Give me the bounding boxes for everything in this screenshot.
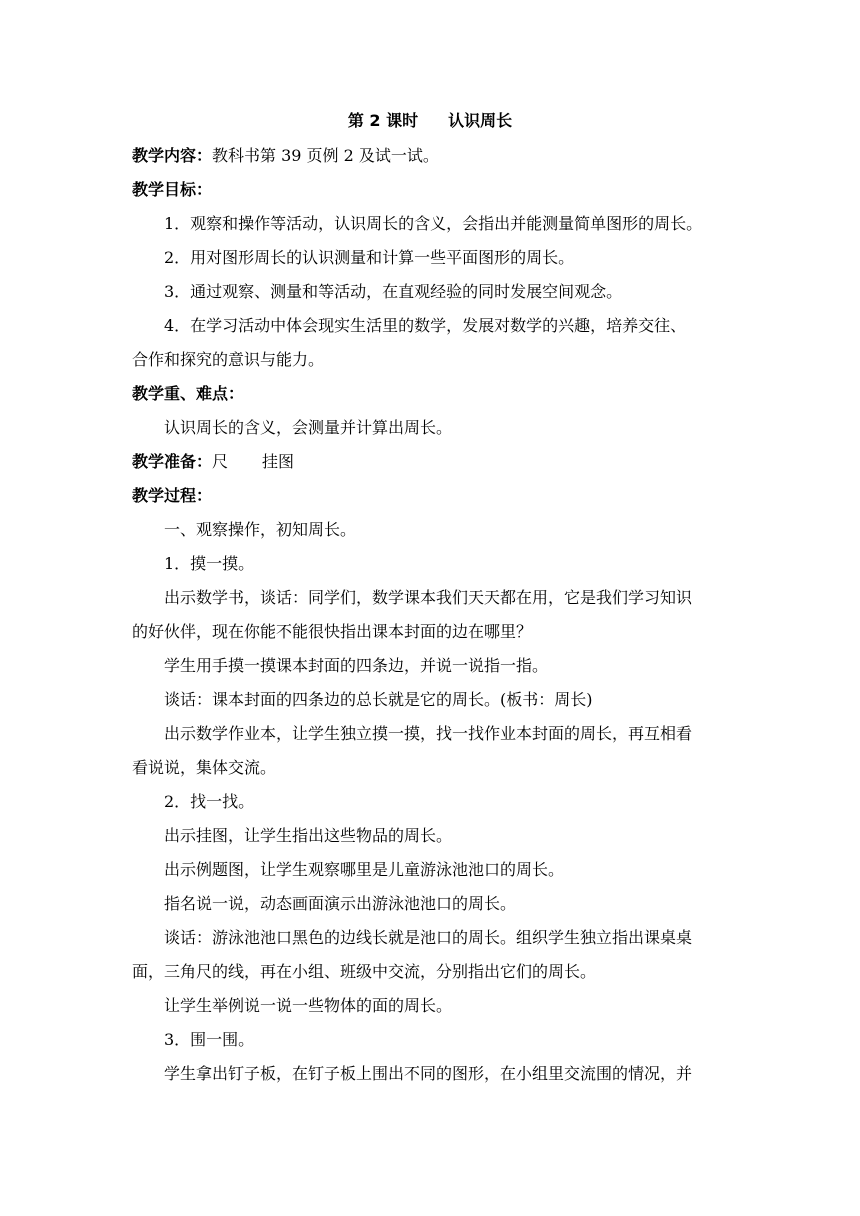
prep-line [132,452,732,472]
process-line: 面，三角尺的线，再在小组、班级中交流，分别指出它们的周长。 [132,962,597,981]
goal-item: 1．观察和操作等活动，认识周长的含义，会指出并能测量简单图形的周长。 [164,214,703,233]
process-line: 学生拿出钉子板，在钉子板上围出不同的图形，在小组里交流围的情况，并 [164,1064,693,1083]
process-line: 1．摸一摸。 [164,554,255,573]
key-points-heading: 教学重、难点： [132,384,245,403]
content-line [132,146,732,166]
content-text: 教科书第 39 页例 2 及试一试。 [212,146,439,165]
lesson-number: 第 2 课时 [347,111,419,130]
process-line: 谈话：游泳池池口黑色的边线长就是池口的周长。组织学生独立指出课桌桌 [164,928,693,947]
process-line: 3．围一围。 [164,1030,255,1049]
process-line: 出示数学书，谈话：同学们，数学课本我们天天都在用，它是我们学习知识 [164,588,693,607]
process-line: 的好伙伴，现在你能不能很快指出课本封面的边在哪里？ [132,622,533,641]
process-line: 学生用手摸一摸课本封面的四条边，并说一说指一指。 [164,656,549,675]
goal-item: 4．在学习活动中体会现实生活里的数学，发展对数学的兴趣，培养交往、 [164,316,687,335]
goal-item-continued: 合作和探究的意识与能力。 [132,350,325,369]
key-points-text: 认识周长的含义，会测量并计算出周长。 [164,418,453,437]
prep-label: 教学准备： [132,452,213,471]
process-line: 谈话：课本封面的四条边的总长就是它的周长。(板书：周长) [164,690,593,709]
process-line: 看说说，集体交流。 [132,758,277,777]
goals-heading: 教学目标： [132,180,213,199]
lesson-title [0,111,860,131]
process-line: 出示挂图，让学生指出这些物品的周长。 [164,826,453,845]
process-line: 让学生举例说一说一些物体的面的周长。 [164,996,453,1015]
lesson-topic: 认识周长 [448,111,513,130]
process-line: 一、观察操作，初知周长。 [164,520,357,539]
goal-item: 2．用对图形周长的认识测量和计算一些平面图形的周长。 [164,248,575,267]
process-line: 出示数学作业本，让学生独立摸一摸，找一找作业本封面的周长，再互相看 [164,724,693,743]
prep-item: 尺 [212,452,229,471]
goal-item: 3．通过观察、测量和等活动，在直观经验的同时发展空间观念。 [164,282,623,301]
process-heading: 教学过程： [132,486,213,505]
content-label: 教学内容： [132,146,213,165]
process-line: 指名说一说，动态画面演示出游泳池池口的周长。 [164,894,517,913]
process-line: 2．找一找。 [164,792,255,811]
prep-item: 挂图 [262,452,295,471]
process-line: 出示例题图，让学生观察哪里是儿童游泳池池口的周长。 [164,860,565,879]
